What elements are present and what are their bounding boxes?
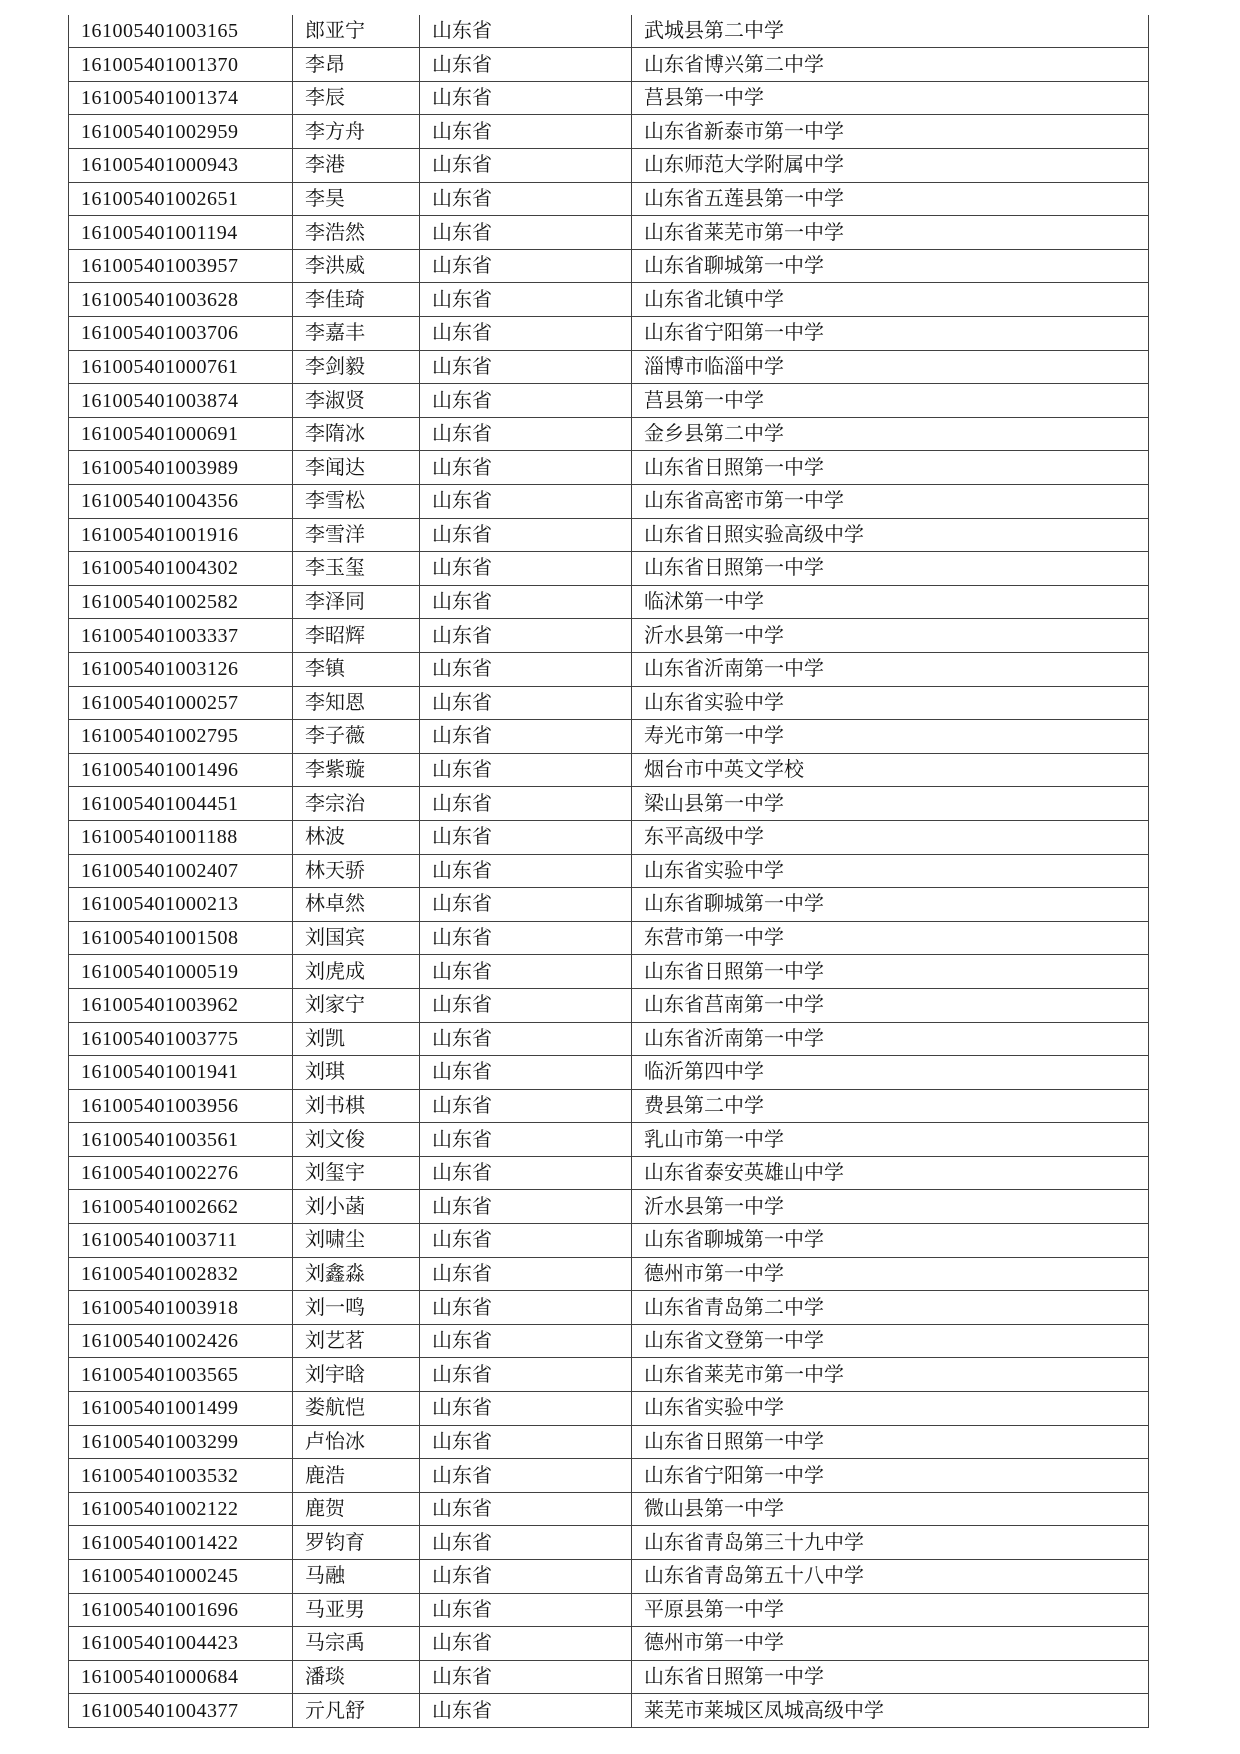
table-body [69, 15, 1149, 1728]
table-row [69, 1425, 1149, 1459]
cell-province: 山东省 [420, 585, 632, 619]
cell-name: 李港 [293, 149, 420, 183]
cell-name: 刘宇晗 [293, 1358, 420, 1392]
table-row [69, 1392, 1149, 1426]
cell-candidate-id: 161005401002582 [69, 585, 293, 619]
cell-name: 李闻达 [293, 451, 420, 485]
cell-province: 山东省 [420, 485, 632, 519]
cell-candidate-id: 161005401004302 [69, 552, 293, 586]
cell-province: 山东省 [420, 1291, 632, 1325]
cell-candidate-id: 161005401002662 [69, 1190, 293, 1224]
cell-school: 临沂第四中学 [632, 1056, 1149, 1090]
cell-province: 山东省 [420, 384, 632, 418]
cell-candidate-id: 161005401001374 [69, 81, 293, 115]
cell-candidate-id: 161005401002276 [69, 1156, 293, 1190]
cell-candidate-id: 161005401001499 [69, 1392, 293, 1426]
cell-school: 山东省博兴第二中学 [632, 48, 1149, 82]
cell-school: 沂水县第一中学 [632, 1190, 1149, 1224]
cell-name: 刘玺宇 [293, 1156, 420, 1190]
cell-province: 山东省 [420, 686, 632, 720]
table-row [69, 1089, 1149, 1123]
cell-name: 李辰 [293, 81, 420, 115]
cell-name: 马融 [293, 1560, 420, 1594]
cell-school: 山东省日照第一中学 [632, 955, 1149, 989]
cell-candidate-id: 161005401004423 [69, 1627, 293, 1661]
cell-candidate-id: 161005401002795 [69, 720, 293, 754]
cell-province: 山东省 [420, 1089, 632, 1123]
table-row [69, 820, 1149, 854]
cell-candidate-id: 161005401002122 [69, 1492, 293, 1526]
cell-school: 山东省高密市第一中学 [632, 485, 1149, 519]
cell-name: 李雪松 [293, 485, 420, 519]
cell-name: 李淑贤 [293, 384, 420, 418]
cell-province: 山东省 [420, 652, 632, 686]
cell-province: 山东省 [420, 619, 632, 653]
table-row [69, 1526, 1149, 1560]
cell-school: 山东省青岛第三十九中学 [632, 1526, 1149, 1560]
table-row [69, 1660, 1149, 1694]
cell-province: 山东省 [420, 317, 632, 351]
cell-name: 李嘉丰 [293, 317, 420, 351]
cell-school: 山东省日照第一中学 [632, 1660, 1149, 1694]
cell-name: 李昊 [293, 182, 420, 216]
cell-school: 山东省实验中学 [632, 854, 1149, 888]
table-row [69, 854, 1149, 888]
table-row [69, 216, 1149, 250]
cell-province: 山东省 [420, 1492, 632, 1526]
cell-province: 山东省 [420, 350, 632, 384]
table-row [69, 753, 1149, 787]
cell-candidate-id: 161005401003711 [69, 1224, 293, 1258]
cell-school: 寿光市第一中学 [632, 720, 1149, 754]
table-row [69, 1257, 1149, 1291]
table-row [69, 921, 1149, 955]
cell-school: 山东省青岛第二中学 [632, 1291, 1149, 1325]
cell-candidate-id: 161005401001916 [69, 518, 293, 552]
cell-school: 山东省实验中学 [632, 686, 1149, 720]
cell-name: 卢怡冰 [293, 1425, 420, 1459]
cell-school: 山东省莱芜市第一中学 [632, 216, 1149, 250]
cell-school: 山东省日照第一中学 [632, 451, 1149, 485]
cell-candidate-id: 161005401004451 [69, 787, 293, 821]
cell-province: 山东省 [420, 720, 632, 754]
cell-school: 沂水县第一中学 [632, 619, 1149, 653]
table-row [69, 619, 1149, 653]
table-row [69, 350, 1149, 384]
cell-candidate-id: 161005401003957 [69, 249, 293, 283]
table-row [69, 1358, 1149, 1392]
table-row [69, 720, 1149, 754]
cell-candidate-id: 161005401000213 [69, 888, 293, 922]
cell-school: 山东省文登第一中学 [632, 1324, 1149, 1358]
table-row [69, 888, 1149, 922]
cell-candidate-id: 161005401003956 [69, 1089, 293, 1123]
table-row [69, 417, 1149, 451]
table-row [69, 451, 1149, 485]
cell-school: 山东师范大学附属中学 [632, 149, 1149, 183]
cell-province: 山东省 [420, 1190, 632, 1224]
table-row [69, 1291, 1149, 1325]
cell-name: 刘国宾 [293, 921, 420, 955]
cell-school: 山东省聊城第一中学 [632, 888, 1149, 922]
cell-school: 费县第二中学 [632, 1089, 1149, 1123]
table-row [69, 283, 1149, 317]
cell-school: 莱芜市莱城区凤城高级中学 [632, 1694, 1149, 1728]
table-row [69, 1123, 1149, 1157]
cell-province: 山东省 [420, 149, 632, 183]
table-row [69, 1056, 1149, 1090]
cell-name: 李泽同 [293, 585, 420, 619]
cell-name: 林天骄 [293, 854, 420, 888]
cell-school: 山东省沂南第一中学 [632, 1022, 1149, 1056]
cell-candidate-id: 161005401001188 [69, 820, 293, 854]
cell-candidate-id: 161005401003706 [69, 317, 293, 351]
cell-candidate-id: 161005401003918 [69, 1291, 293, 1325]
cell-province: 山东省 [420, 182, 632, 216]
table-row [69, 552, 1149, 586]
cell-name: 刘书棋 [293, 1089, 420, 1123]
table-row [69, 115, 1149, 149]
cell-school: 山东省沂南第一中学 [632, 652, 1149, 686]
cell-school: 山东省泰安英雄山中学 [632, 1156, 1149, 1190]
cell-name: 李洪威 [293, 249, 420, 283]
cell-school: 山东省北镇中学 [632, 283, 1149, 317]
cell-name: 刘艺茗 [293, 1324, 420, 1358]
table-row [69, 1224, 1149, 1258]
cell-province: 山东省 [420, 249, 632, 283]
cell-name: 李佳琦 [293, 283, 420, 317]
cell-candidate-id: 161005401003337 [69, 619, 293, 653]
cell-province: 山东省 [420, 216, 632, 250]
cell-school: 山东省聊城第一中学 [632, 1224, 1149, 1258]
participants-table [68, 15, 1149, 1728]
cell-name: 李昂 [293, 48, 420, 82]
cell-name: 潘琰 [293, 1660, 420, 1694]
cell-province: 山东省 [420, 451, 632, 485]
cell-name: 林卓然 [293, 888, 420, 922]
cell-name: 李剑毅 [293, 350, 420, 384]
cell-candidate-id: 161005401001496 [69, 753, 293, 787]
cell-school: 德州市第一中学 [632, 1627, 1149, 1661]
cell-candidate-id: 161005401000245 [69, 1560, 293, 1594]
cell-school: 山东省莒南第一中学 [632, 988, 1149, 1022]
cell-name: 李昭辉 [293, 619, 420, 653]
cell-name: 刘虎成 [293, 955, 420, 989]
cell-school: 山东省新泰市第一中学 [632, 115, 1149, 149]
cell-candidate-id: 161005401000519 [69, 955, 293, 989]
cell-name: 马宗禹 [293, 1627, 420, 1661]
cell-candidate-id: 161005401000691 [69, 417, 293, 451]
cell-candidate-id: 161005401000257 [69, 686, 293, 720]
cell-province: 山东省 [420, 1156, 632, 1190]
cell-candidate-id: 161005401003628 [69, 283, 293, 317]
cell-province: 山东省 [420, 15, 632, 48]
table-row [69, 1324, 1149, 1358]
cell-candidate-id: 161005401002426 [69, 1324, 293, 1358]
cell-province: 山东省 [420, 1694, 632, 1728]
table-row [69, 48, 1149, 82]
cell-name: 刘鑫淼 [293, 1257, 420, 1291]
cell-province: 山东省 [420, 820, 632, 854]
table-row [69, 1627, 1149, 1661]
cell-candidate-id: 161005401002832 [69, 1257, 293, 1291]
cell-province: 山东省 [420, 787, 632, 821]
cell-province: 山东省 [420, 888, 632, 922]
table-row [69, 384, 1149, 418]
cell-school: 微山县第一中学 [632, 1492, 1149, 1526]
cell-school: 山东省聊城第一中学 [632, 249, 1149, 283]
cell-province: 山东省 [420, 1526, 632, 1560]
table-row [69, 15, 1149, 48]
cell-school: 莒县第一中学 [632, 384, 1149, 418]
cell-candidate-id: 161005401003126 [69, 652, 293, 686]
cell-school: 德州市第一中学 [632, 1257, 1149, 1291]
cell-school: 东平高级中学 [632, 820, 1149, 854]
cell-province: 山东省 [420, 48, 632, 82]
table-row [69, 249, 1149, 283]
table-row [69, 485, 1149, 519]
cell-province: 山东省 [420, 283, 632, 317]
cell-candidate-id: 161005401002959 [69, 115, 293, 149]
cell-name: 李知恩 [293, 686, 420, 720]
cell-school: 山东省日照实验高级中学 [632, 518, 1149, 552]
cell-school: 武城县第二中学 [632, 15, 1149, 48]
cell-candidate-id: 161005401003775 [69, 1022, 293, 1056]
cell-school: 山东省日照第一中学 [632, 552, 1149, 586]
cell-province: 山东省 [420, 1459, 632, 1493]
cell-province: 山东省 [420, 854, 632, 888]
cell-name: 林波 [293, 820, 420, 854]
cell-province: 山东省 [420, 115, 632, 149]
table-row [69, 1492, 1149, 1526]
cell-name: 刘啸尘 [293, 1224, 420, 1258]
cell-candidate-id: 161005401004356 [69, 485, 293, 519]
table-row [69, 182, 1149, 216]
cell-candidate-id: 161005401001696 [69, 1593, 293, 1627]
cell-name: 李宗治 [293, 787, 420, 821]
cell-candidate-id: 161005401003565 [69, 1358, 293, 1392]
cell-name: 刘小菡 [293, 1190, 420, 1224]
cell-province: 山东省 [420, 1627, 632, 1661]
cell-school: 金乡县第二中学 [632, 417, 1149, 451]
cell-candidate-id: 161005401002407 [69, 854, 293, 888]
table-row [69, 1560, 1149, 1594]
cell-school: 山东省青岛第五十八中学 [632, 1560, 1149, 1594]
cell-candidate-id: 161005401003874 [69, 384, 293, 418]
cell-school: 山东省日照第一中学 [632, 1425, 1149, 1459]
table-row [69, 149, 1149, 183]
table-row [69, 585, 1149, 619]
table-row [69, 988, 1149, 1022]
table-row [69, 686, 1149, 720]
cell-name: 李子薇 [293, 720, 420, 754]
cell-province: 山东省 [420, 1660, 632, 1694]
cell-name: 鹿贺 [293, 1492, 420, 1526]
cell-name: 李镇 [293, 652, 420, 686]
cell-province: 山东省 [420, 1257, 632, 1291]
cell-province: 山东省 [420, 1324, 632, 1358]
table-row [69, 787, 1149, 821]
cell-candidate-id: 161005401000761 [69, 350, 293, 384]
cell-province: 山东省 [420, 552, 632, 586]
cell-candidate-id: 161005401000684 [69, 1660, 293, 1694]
table-row [69, 1022, 1149, 1056]
cell-province: 山东省 [420, 1123, 632, 1157]
table-row [69, 1459, 1149, 1493]
cell-candidate-id: 161005401003299 [69, 1425, 293, 1459]
cell-school: 山东省宁阳第一中学 [632, 1459, 1149, 1493]
cell-candidate-id: 161005401002651 [69, 182, 293, 216]
cell-candidate-id: 161005401003165 [69, 15, 293, 48]
table-row [69, 1190, 1149, 1224]
cell-province: 山东省 [420, 1022, 632, 1056]
cell-province: 山东省 [420, 518, 632, 552]
cell-candidate-id: 161005401000943 [69, 149, 293, 183]
cell-school: 淄博市临淄中学 [632, 350, 1149, 384]
table-row [69, 1694, 1149, 1728]
table-row [69, 518, 1149, 552]
cell-name: 郎亚宁 [293, 15, 420, 48]
cell-school: 临沭第一中学 [632, 585, 1149, 619]
cell-province: 山东省 [420, 417, 632, 451]
cell-school: 山东省五莲县第一中学 [632, 182, 1149, 216]
table-row [69, 81, 1149, 115]
cell-province: 山东省 [420, 955, 632, 989]
cell-school: 莒县第一中学 [632, 81, 1149, 115]
table-row [69, 1156, 1149, 1190]
table-row [69, 317, 1149, 351]
cell-school: 平原县第一中学 [632, 1593, 1149, 1627]
cell-name: 李隋冰 [293, 417, 420, 451]
cell-candidate-id: 161005401003962 [69, 988, 293, 1022]
cell-name: 鹿浩 [293, 1459, 420, 1493]
cell-name: 刘一鸣 [293, 1291, 420, 1325]
cell-province: 山东省 [420, 1425, 632, 1459]
cell-candidate-id: 161005401003561 [69, 1123, 293, 1157]
cell-name: 刘凯 [293, 1022, 420, 1056]
cell-name: 娄航恺 [293, 1392, 420, 1426]
cell-school: 山东省宁阳第一中学 [632, 317, 1149, 351]
cell-candidate-id: 161005401004377 [69, 1694, 293, 1728]
cell-name: 李紫璇 [293, 753, 420, 787]
cell-candidate-id: 161005401001941 [69, 1056, 293, 1090]
cell-name: 李玉玺 [293, 552, 420, 586]
cell-province: 山东省 [420, 988, 632, 1022]
table-row [69, 1593, 1149, 1627]
cell-name: 刘文俊 [293, 1123, 420, 1157]
cell-province: 山东省 [420, 1358, 632, 1392]
cell-candidate-id: 161005401001508 [69, 921, 293, 955]
cell-province: 山东省 [420, 1056, 632, 1090]
cell-name: 李浩然 [293, 216, 420, 250]
cell-name: 马亚男 [293, 1593, 420, 1627]
cell-school: 乳山市第一中学 [632, 1123, 1149, 1157]
cell-province: 山东省 [420, 1593, 632, 1627]
cell-candidate-id: 161005401001194 [69, 216, 293, 250]
table-row [69, 955, 1149, 989]
cell-school: 烟台市中英文学校 [632, 753, 1149, 787]
cell-name: 李雪洋 [293, 518, 420, 552]
cell-province: 山东省 [420, 921, 632, 955]
cell-province: 山东省 [420, 753, 632, 787]
cell-school: 山东省莱芜市第一中学 [632, 1358, 1149, 1392]
cell-name: 李方舟 [293, 115, 420, 149]
cell-candidate-id: 161005401003989 [69, 451, 293, 485]
cell-school: 山东省实验中学 [632, 1392, 1149, 1426]
cell-school: 东营市第一中学 [632, 921, 1149, 955]
cell-province: 山东省 [420, 1560, 632, 1594]
cell-school: 梁山县第一中学 [632, 787, 1149, 821]
cell-name: 亓凡舒 [293, 1694, 420, 1728]
cell-candidate-id: 161005401003532 [69, 1459, 293, 1493]
cell-candidate-id: 161005401001370 [69, 48, 293, 82]
cell-province: 山东省 [420, 1392, 632, 1426]
cell-candidate-id: 161005401001422 [69, 1526, 293, 1560]
cell-name: 刘家宁 [293, 988, 420, 1022]
table-row [69, 652, 1149, 686]
cell-province: 山东省 [420, 81, 632, 115]
cell-name: 罗钧育 [293, 1526, 420, 1560]
cell-province: 山东省 [420, 1224, 632, 1258]
cell-name: 刘琪 [293, 1056, 420, 1090]
